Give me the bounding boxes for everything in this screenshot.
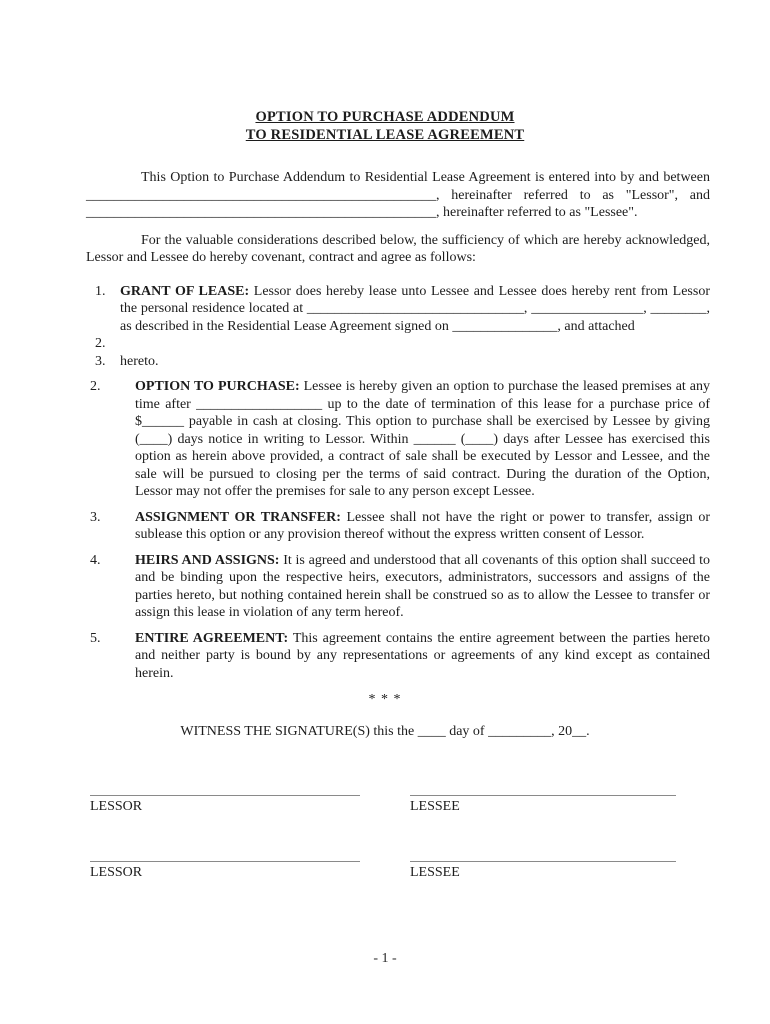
section-option-to-purchase <box>86 378 710 501</box>
list-item-grant-2 <box>86 335 710 353</box>
list-text <box>120 335 710 353</box>
signature-row-1 <box>86 795 710 816</box>
section-number: 2. <box>90 379 101 394</box>
grant-of-lease-list <box>86 283 710 371</box>
intro-paragraph: This Option to Purchase Addendum to Residential Lease Agreement is entered into by and between __________________________________________________, hereinafter referred to as "Lessor", and __________________________________________________, hereinafter referred to as "Lessee". <box>86 170 710 220</box>
section-entire-agreement <box>86 630 710 683</box>
list-text <box>120 353 710 371</box>
section-text <box>135 378 710 501</box>
section-number: 3. <box>90 509 101 525</box>
title-line-1: OPTION TO PURCHASE ADDENDUM <box>255 109 515 125</box>
list-item-grant-3 <box>86 353 710 371</box>
section-body: This agreement contains the entire agreement between the parties hereto and neither party is bound by any representations or agreements of any kind except as contained herein. <box>135 630 711 681</box>
lessor-signature-line-1 <box>90 795 360 816</box>
list-item-grant-1 <box>86 283 710 336</box>
list-number: 1. <box>95 283 106 299</box>
document-content <box>86 0 710 881</box>
section-heirs-and-assigns <box>86 552 710 622</box>
lessee-label: LESSEE <box>410 799 460 814</box>
lessor-label: LESSOR <box>90 864 143 880</box>
page-number: - 1 - <box>373 951 397 966</box>
section-heading: GRANT OF LEASE: <box>120 283 250 299</box>
document-title <box>86 0 684 144</box>
lessor-label: LESSOR <box>90 799 143 814</box>
signature-row-2 <box>86 861 710 882</box>
list-number: 3. <box>95 353 106 369</box>
section-number: 5. <box>90 630 101 646</box>
section-body: Lessor does hereby lease unto Lessee and Lessee does hereby rent from Lessor the personal residence located at _______________________________, ________________, ________, as described in the Residential Lease Agreement signed on _______________, and attached <box>120 283 710 334</box>
lessor-signature-line-2 <box>90 861 360 882</box>
section-heading: ENTIRE AGREEMENT: <box>135 630 289 646</box>
section-body: Lessee shall not have the right or power to transfer, assign or sublease this option or any provision thereof without the express written consent of Lessor. <box>135 509 711 542</box>
lessee-signature-line-2 <box>410 861 676 882</box>
section-heading: HEIRS AND ASSIGNS: <box>135 552 280 568</box>
stars-separator: * * * <box>368 692 402 707</box>
lessee-label: LESSEE <box>410 864 460 880</box>
section-heading: ASSIGNMENT OR TRANSFER: <box>135 509 341 525</box>
section-heading: OPTION TO PURCHASE: <box>135 379 300 394</box>
list-number: 2. <box>95 336 106 351</box>
section-body: It is agreed and understood that all covenants of this option shall succeed to and be binding upon the respective heirs, executors, administrators, successors and assigns of the parties hereto, but nothing contained herein shall be construed so as to allow the Lessee to transfer or assign this lease in violation of any term hereof. <box>135 552 711 620</box>
section-text <box>135 509 710 544</box>
consideration-paragraph: For the valuable considerations described below, the sufficiency of which are hereby acknowledged, Lessor and Lessee do hereby covenant, contract and agree as follows: <box>86 232 710 265</box>
section-text <box>135 552 710 622</box>
witness-line: WITNESS THE SIGNATURE(S) this the ____ day of _________, 20__. <box>180 723 590 739</box>
section-body: hereto. <box>120 353 159 369</box>
section-body: Lessee is hereby given an option to purchase the leased premises at any time after __________________ up to the date of termination of this lease for a purchase price of $______ payable in cash at closing. This option to purchase shall be exercised by Lessee by giving (____) days notice in writing to Lessor. Within ______ (____) days after Lessee has exercised this option as herein above provided, a contract of sale shall be executed by Lessor and Lessee, and the sale will be pursued to closing per the terms of said contract. During the duration of the Option, Lessor may not offer the premises for sale to any person except Lessee. <box>135 379 711 499</box>
lessee-signature-line-1 <box>410 795 676 816</box>
section-assignment-or-transfer <box>86 509 710 544</box>
section-text <box>135 630 710 683</box>
section-number: 4. <box>90 552 101 568</box>
list-text <box>120 283 710 336</box>
title-line-2: TO RESIDENTIAL LEASE AGREEMENT <box>245 127 525 143</box>
